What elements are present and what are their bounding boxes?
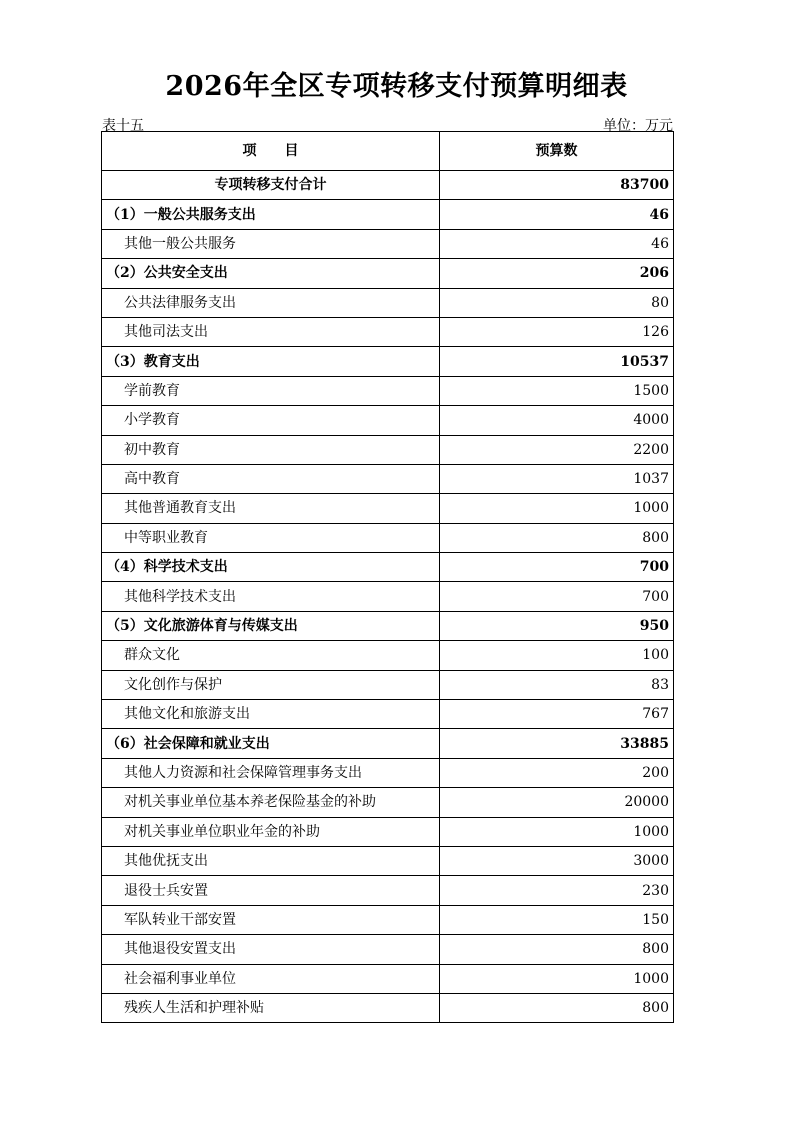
table-header-row [102, 132, 674, 171]
row-item-name: （4）科学技术支出 [102, 553, 440, 582]
table-row [102, 846, 674, 875]
category-row [102, 729, 674, 758]
row-amount: 80 [440, 288, 674, 317]
row-item-name: 退役士兵安置 [102, 876, 440, 905]
row-amount: 83 [440, 670, 674, 699]
table-row [102, 993, 674, 1022]
table-row [102, 876, 674, 905]
table-row [102, 964, 674, 993]
row-amount: 46 [440, 200, 674, 229]
row-amount: 10537 [440, 347, 674, 376]
total-label: 专项转移支付合计 [102, 171, 440, 200]
row-amount: 950 [440, 611, 674, 640]
table-row [102, 670, 674, 699]
row-amount: 700 [440, 582, 674, 611]
row-item-name: 群众文化 [102, 641, 440, 670]
row-item-name: （6）社会保障和就业支出 [102, 729, 440, 758]
table-row [102, 523, 674, 552]
table-row [102, 464, 674, 493]
row-amount: 20000 [440, 788, 674, 817]
table-row [102, 935, 674, 964]
table-row [102, 788, 674, 817]
table-row [102, 817, 674, 846]
row-amount: 767 [440, 700, 674, 729]
row-amount: 150 [440, 905, 674, 934]
row-item-name: 高中教育 [102, 464, 440, 493]
row-amount: 46 [440, 229, 674, 258]
category-row [102, 200, 674, 229]
row-item-name: 残疾人生活和护理补贴 [102, 993, 440, 1022]
table-row [102, 494, 674, 523]
budget-table [101, 131, 674, 1023]
row-amount: 200 [440, 758, 674, 787]
table-row [102, 376, 674, 405]
row-amount: 230 [440, 876, 674, 905]
row-amount: 800 [440, 993, 674, 1022]
row-item-name: 军队转业干部安置 [102, 905, 440, 934]
table-row [102, 317, 674, 346]
row-amount: 1000 [440, 494, 674, 523]
row-item-name: （5）文化旅游体育与传媒支出 [102, 611, 440, 640]
row-amount: 126 [440, 317, 674, 346]
total-row [102, 171, 674, 200]
row-amount: 206 [440, 259, 674, 288]
row-item-name: 初中教育 [102, 435, 440, 464]
row-item-name: 学前教育 [102, 376, 440, 405]
row-amount: 1000 [440, 817, 674, 846]
table-number: 表十五 [102, 118, 144, 134]
header-amount: 预算数 [440, 132, 674, 171]
row-item-name: 其他退役安置支出 [102, 935, 440, 964]
row-item-name: 其他人力资源和社会保障管理事务支出 [102, 758, 440, 787]
table-row [102, 700, 674, 729]
category-row [102, 259, 674, 288]
row-item-name: 对机关事业单位基本养老保险基金的补助 [102, 788, 440, 817]
row-item-name: 其他优抚支出 [102, 846, 440, 875]
table-row [102, 435, 674, 464]
row-amount: 3000 [440, 846, 674, 875]
row-item-name: 社会福利事业单位 [102, 964, 440, 993]
category-row [102, 553, 674, 582]
row-amount: 800 [440, 523, 674, 552]
row-amount: 1500 [440, 376, 674, 405]
row-item-name: 其他普通教育支出 [102, 494, 440, 523]
page-title: 2026年全区专项转移支付预算明细表 [165, 71, 628, 102]
header-item: 项 目 [102, 132, 440, 171]
row-amount: 100 [440, 641, 674, 670]
row-item-name: 其他一般公共服务 [102, 229, 440, 258]
row-item-name: 其他科学技术支出 [102, 582, 440, 611]
row-amount: 1037 [440, 464, 674, 493]
row-amount: 700 [440, 553, 674, 582]
table-row [102, 905, 674, 934]
category-row [102, 347, 674, 376]
row-item-name: （1）一般公共服务支出 [102, 200, 440, 229]
table-body [102, 171, 674, 1023]
row-amount: 2200 [440, 435, 674, 464]
row-item-name: 其他司法支出 [102, 317, 440, 346]
row-amount: 1000 [440, 964, 674, 993]
row-item-name: 公共法律服务支出 [102, 288, 440, 317]
row-item-name: 中等职业教育 [102, 523, 440, 552]
unit-label: 单位：万元 [603, 118, 673, 134]
row-item-name: （2）公共安全支出 [102, 259, 440, 288]
total-value: 83700 [440, 171, 674, 200]
category-row [102, 611, 674, 640]
row-item-name: （3）教育支出 [102, 347, 440, 376]
row-item-name: 文化创作与保护 [102, 670, 440, 699]
row-amount: 33885 [440, 729, 674, 758]
row-item-name: 小学教育 [102, 406, 440, 435]
row-item-name: 对机关事业单位职业年金的补助 [102, 817, 440, 846]
table-row [102, 406, 674, 435]
row-item-name: 其他文化和旅游支出 [102, 700, 440, 729]
table-row [102, 758, 674, 787]
row-amount: 800 [440, 935, 674, 964]
table-row [102, 582, 674, 611]
table-row [102, 229, 674, 258]
table-row [102, 641, 674, 670]
table-row [102, 288, 674, 317]
row-amount: 4000 [440, 406, 674, 435]
